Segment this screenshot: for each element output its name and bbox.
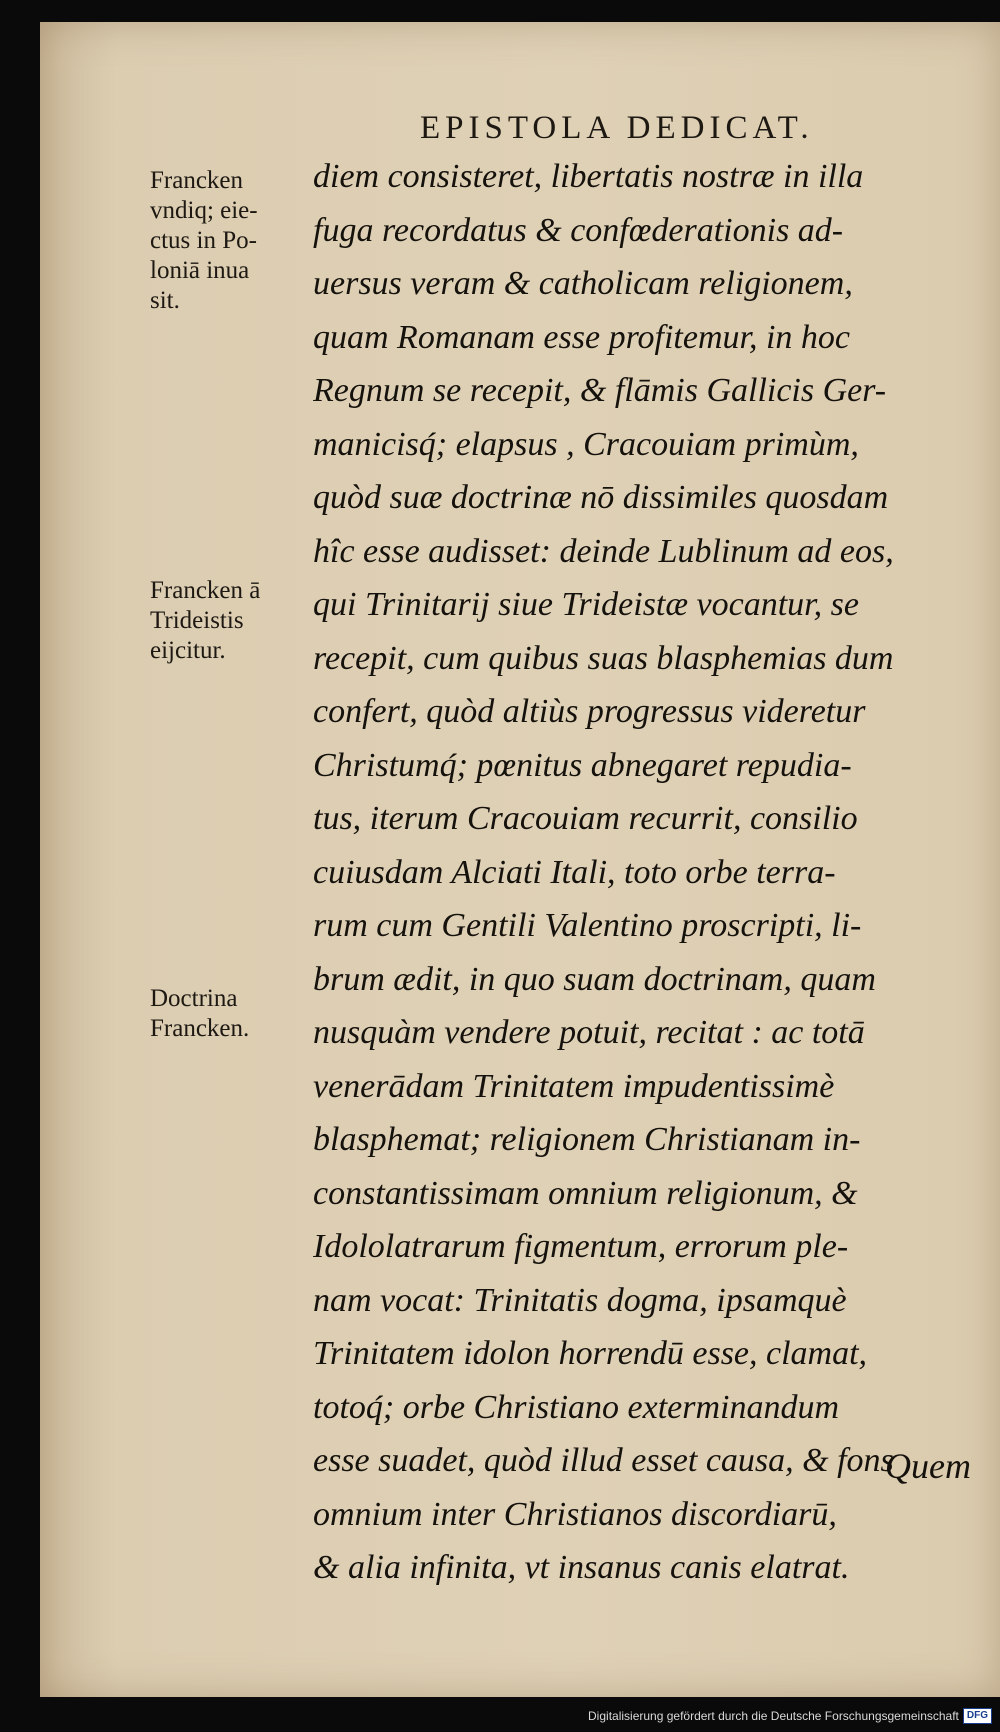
body-line: quam Romanam esse profitemur, in hoc	[313, 318, 851, 356]
body-line: brum ædit, in quo suam doctrinam, quam	[313, 960, 876, 998]
body-line: esse suadet, quòd illud esset causa, & fons	[313, 1442, 894, 1479]
body-line: fuga recordatus & confœderationis ad-	[313, 211, 844, 249]
digitization-credit	[588, 1708, 992, 1724]
marginal-note-line: Trideistis	[150, 607, 244, 634]
marginal-note-line: sit.	[150, 287, 180, 314]
running-title: EPISTOLA DEDICAT.	[420, 110, 814, 146]
marginal-note-line: Doctrina	[150, 985, 238, 1012]
body-line: Idololatrarum figmentum, errorum ple-	[313, 1228, 849, 1265]
body-line: uersus veram & catholicam religionem,	[313, 265, 853, 302]
body-line: confert, quòd altiùs progressus videretur	[313, 693, 866, 730]
body-line: manicisq́; elapsus , Cracouiam primùm,	[313, 425, 859, 463]
body-line: cuiusdam Alciati Itali, toto orbe terra-	[313, 853, 836, 891]
body-line: diem consisteret, libertatis nostræ in illa	[313, 158, 864, 195]
marginal-note-line: vndiq; eie-	[150, 197, 258, 224]
credit-text: Digitalisierung gefördert durch die Deutsche Forschungsgemeinschaft	[588, 1709, 959, 1723]
marginal-note-line: Francken	[150, 167, 244, 194]
marginal-note-line: loniā inua	[150, 257, 250, 284]
marginal-note-expulsion	[150, 166, 258, 316]
body-line: Christumq́; pœnitus abnegaret repudia-	[313, 746, 852, 784]
body-line: hîc esse audisset: deinde Lublinum ad eos,	[313, 532, 894, 570]
body-line: rum cum Gentili Valentino proscripti, li-	[313, 907, 862, 944]
body-line: recepit, cum quibus suas blasphemias dum	[313, 639, 894, 677]
marginal-note-doctrine	[150, 984, 249, 1044]
dfg-logo: DFG	[963, 1708, 992, 1724]
body-line: qui Trinitarij siue Trideistæ vocantur, se	[313, 586, 859, 623]
body-line: venerādam Trinitatem impudentissimè	[313, 1067, 835, 1105]
body-line: Regnum se recepit, & flāmis Gallicis Ger-	[313, 372, 887, 409]
marginal-note-line: Francken ā	[150, 577, 261, 604]
body-line: nam vocat: Trinitatis dogma, ipsamquè	[313, 1281, 847, 1319]
catchword: Quem	[885, 1446, 971, 1486]
body-line: totoq́; orbe Christiano exterminandum	[313, 1388, 840, 1426]
body-line: constantissimam omnium religionum, &	[313, 1174, 858, 1212]
marginal-note-trideists	[150, 576, 260, 666]
body-line: omnium inter Christianos discordiarū,	[313, 1495, 837, 1533]
body-line: blasphemat; religionem Christianam in-	[313, 1121, 861, 1158]
body-line: & alia infinita, vt insanus canis elatrat.	[313, 1549, 850, 1586]
body-line: nusquàm vendere potuit, recitat : ac totā	[313, 1014, 865, 1051]
marginal-note-line: eijcitur.	[150, 637, 226, 664]
body-text	[313, 150, 1000, 1595]
marginal-note-line: ctus in Po-	[150, 227, 257, 254]
body-line: Trinitatem idolon horrendū esse, clamat,	[313, 1335, 868, 1372]
marginal-note-line: Francken.	[150, 1015, 250, 1042]
body-line: quòd suæ doctrinæ nō dissimiles quosdam	[313, 479, 889, 516]
body-line: tus, iterum Cracouiam recurrit, consilio	[313, 800, 858, 837]
